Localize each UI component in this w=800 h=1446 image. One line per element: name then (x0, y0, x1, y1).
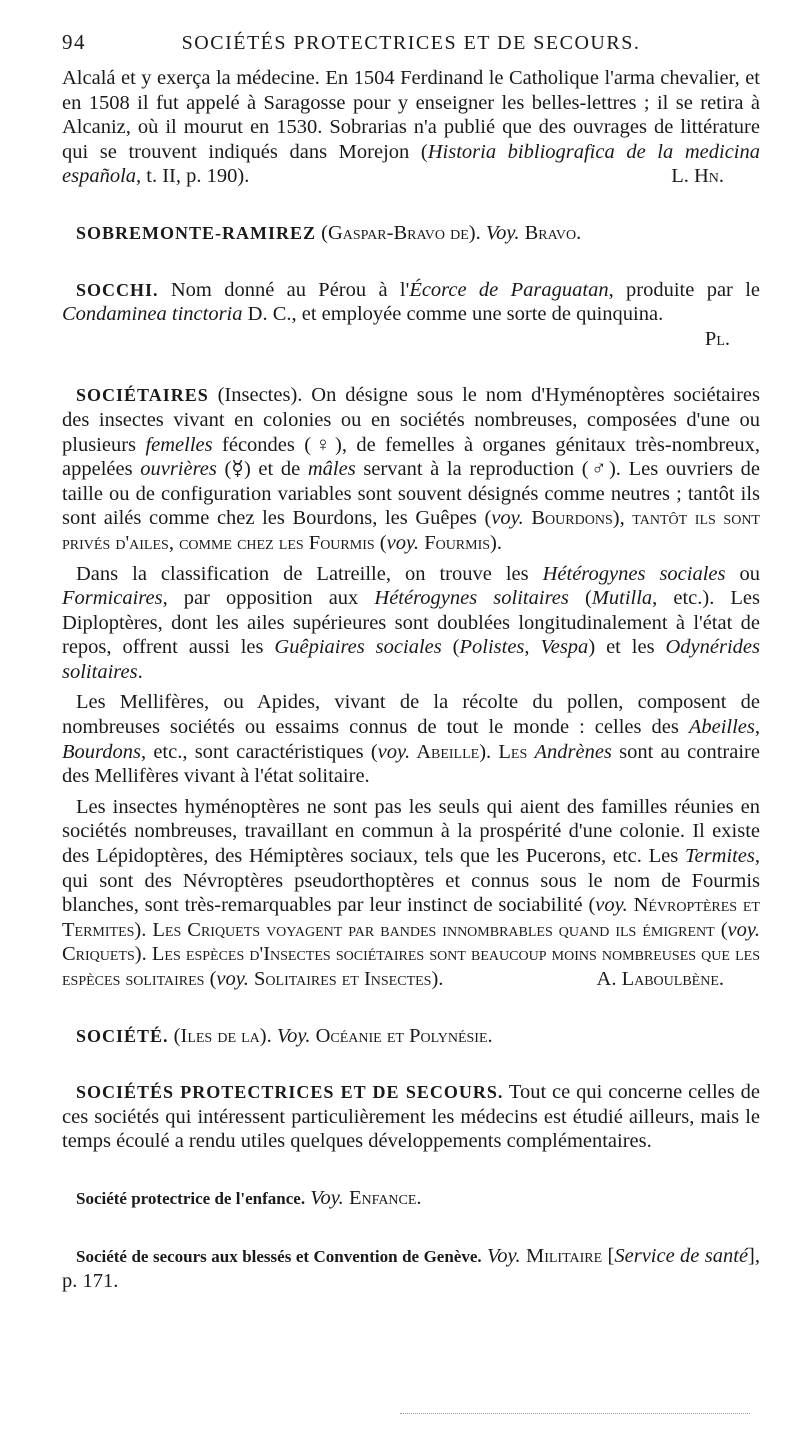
voy-label: voy. (386, 531, 420, 554)
entry-headword: SOCIÉTÉS PROTECTRICES ET DE SECOURS. (76, 1082, 504, 1103)
italic-term: Andrènes (534, 740, 612, 763)
text: , etc.). Les Diploptères, dont les ailes supérieures sont doublées longitudinalement à l'état de repos, offrent aussi les (62, 587, 761, 659)
voy-label: voy. (727, 918, 760, 941)
italic-term: Vespa (540, 636, 589, 659)
cross-reference: Solitaires et Insectes). (248, 968, 444, 990)
italic-term: femelles (145, 433, 213, 456)
voy-label: Voy. (485, 221, 520, 244)
text: , qui sont des Névroptères pseudorthoptères et connus sous le nom de Fourmis blanches, sont très-remarquables par leur instinct de sociabilité ( (62, 845, 760, 917)
page-number: 94 (62, 30, 86, 54)
book-title: Historia bibliografica de la medicina española (62, 140, 760, 188)
italic-term: ouvrières (140, 458, 217, 481)
italic-term: Polistes (459, 636, 525, 659)
italic-term: Termites (685, 845, 755, 868)
subentry-heading: Société de secours aux blessés et Convention de Genève. (76, 1246, 482, 1266)
text: ( (441, 636, 460, 659)
text: (☿) et de (216, 458, 308, 481)
text: Alcalá et y exerça la médecine. En 1504 Ferdinand le Catholique l'arma chevalier, et en 1508 il fut appelé à Saragosse pour y enseigner les belles-lettres ; il se retira à Alcaniz, où il mourut en 1530. Sobrarias n'a publié que des ouvrages de littérature qui se trouvent indiqués dans Morejon ( (62, 67, 760, 163)
entry-sobrarias-continued (62, 66, 760, 189)
entry-headword: SOBREMONTE-RAMIREZ (76, 222, 317, 243)
text: , (754, 716, 760, 739)
author-signature-row (62, 327, 760, 352)
page (62, 30, 760, 1294)
italic-term: mâles (307, 458, 356, 481)
running-header (62, 30, 760, 66)
italic-term: Guêpiaires sociales (274, 636, 442, 659)
entry-socchi (62, 278, 760, 327)
text: . (137, 660, 143, 683)
footer-divider (400, 1413, 750, 1414)
text: sont au contraire des Mellifères vivant à l'état solitaire. (62, 740, 760, 788)
voy-label: voy. (595, 894, 628, 917)
text: , etc., sont caractéristiques ( (140, 740, 378, 763)
entry-headword: SOCIÉTAIRES (76, 385, 209, 406)
author-signature: L. Hn. (671, 165, 724, 188)
text: ( (568, 587, 592, 610)
text: Tout ce qui concerne celles de ces sociétés qui intéressent particulièrement les médecins est étudié ailleurs, mais le temps écoulé a rendu utiles quelques développements complémentaires. (62, 1081, 760, 1153)
entry-sobremonte (62, 221, 760, 246)
text: Nom donné au Pérou à l' (158, 278, 410, 301)
entry-societes-protectrices (62, 1080, 760, 1154)
text: Les Mellifères, ou Apides, vivant de la récolte du pollen, composent de nombreuses sociétés ou essaims connus de tout le monde : celles des (62, 691, 760, 739)
italic-term: Abeilles (688, 716, 755, 739)
text: Les insectes hyménoptères ne sont pas les seuls qui aient des familles réunies en sociétés nombreuses, travaillant en commun à la prospérité d'une colonie. Il existe des Lépidoptères, des Hémiptères sociaux, tels que les Pucerons, etc. Les (62, 795, 760, 868)
text: ) et les (588, 636, 666, 659)
text: Bourdons), tantôt ils sont privés d'ailes, comme chez les Fourmis ( (62, 507, 760, 554)
entry-headword: SOCIÉTÉ. (76, 1025, 169, 1046)
voy-label: voy. (216, 968, 249, 990)
italic-term: Bourdons (62, 740, 141, 763)
text: (Insectes). On désigne sous le nom d'Hyménoptères sociétaires des insectes vivant en colonies ou en sociétés nombreuses, composées d'une ou plusieurs (62, 384, 760, 456)
italic-term: Hétérogynes sociales (542, 562, 726, 585)
cross-reference: Névroptères et Termites). Les Criquets voyagent par bandes innombrables quand ils émigrent ( (62, 894, 760, 941)
entry-headword: SOCCHI. (76, 279, 159, 300)
text: , t. II, p. 190). (136, 165, 250, 188)
entry-societaires-p3 (62, 690, 760, 788)
cross-reference: Criquets). Les espèces d'Insectes sociétaires sont beaucoup moins nombreuses que les espèces solitaires ( (62, 943, 760, 990)
voy-label: Voy. (276, 1024, 311, 1047)
author-signature: A. Laboulbène. (596, 968, 724, 990)
voy-label: voy. (491, 507, 524, 530)
cross-reference: Fourmis). (419, 531, 502, 554)
text: ], p. 171. (62, 1244, 760, 1293)
italic-term: Hétérogynes solitaires (374, 587, 569, 610)
entry-societaires-p2 (62, 562, 760, 685)
italic-term: Odynérides solitaires (62, 636, 761, 683)
cross-reference: Bravo. (519, 221, 582, 244)
subentry-enfance (62, 1186, 760, 1212)
subentry-heading: Société protectrice de l'enfance. (76, 1188, 306, 1208)
text: (Gaspar-Bravo de). (316, 221, 486, 244)
italic-term: Condaminea tinctoria (62, 303, 243, 326)
entry-societe (62, 1024, 760, 1049)
text: , (524, 636, 541, 659)
cross-reference: Abeille). Les (410, 740, 535, 763)
voy-label: Voy. (310, 1186, 344, 1209)
text: , produite par le (608, 278, 760, 301)
cross-reference: Militaire [ (520, 1244, 615, 1267)
author-signature: Pl. (704, 327, 730, 350)
italic-term: Écorce de Paraguatan (409, 278, 609, 301)
running-title: SOCIÉTÉS PROTECTRICES ET DE SECOURS. (181, 32, 641, 54)
cross-reference: Océanie et Polynésie. (310, 1024, 493, 1047)
italic-term: Formicaires (62, 587, 163, 610)
text: servant à la reproduction (♂). Les ouvriers de taille ou de configuration variables sont souvent désignés comme neutres ; tantôt ils sont ailés comme chez les Bourdons, les Guêpes ( (62, 458, 760, 530)
italic-term: Service de santé (614, 1244, 749, 1267)
voy-label: Voy. (487, 1244, 521, 1267)
text: fécondes (♀), de femelles à organes génitaux très-nombreux, appelées (62, 433, 760, 481)
text: , par opposition aux (162, 587, 375, 610)
cross-reference: Enfance. (343, 1186, 422, 1209)
voy-label: voy. (377, 740, 411, 763)
entry-societaires-p4 (62, 795, 760, 992)
entry-societaires-p1 (62, 383, 760, 555)
text: ou (725, 562, 760, 585)
italic-term: Mutilla (591, 587, 653, 610)
text: Dans la classification de Latreille, on trouve les (76, 562, 543, 585)
text: D. C., et employée comme une sorte de quinquina. (242, 303, 664, 326)
subentry-blesses (62, 1244, 760, 1294)
text: (Iles de la). (168, 1024, 277, 1047)
